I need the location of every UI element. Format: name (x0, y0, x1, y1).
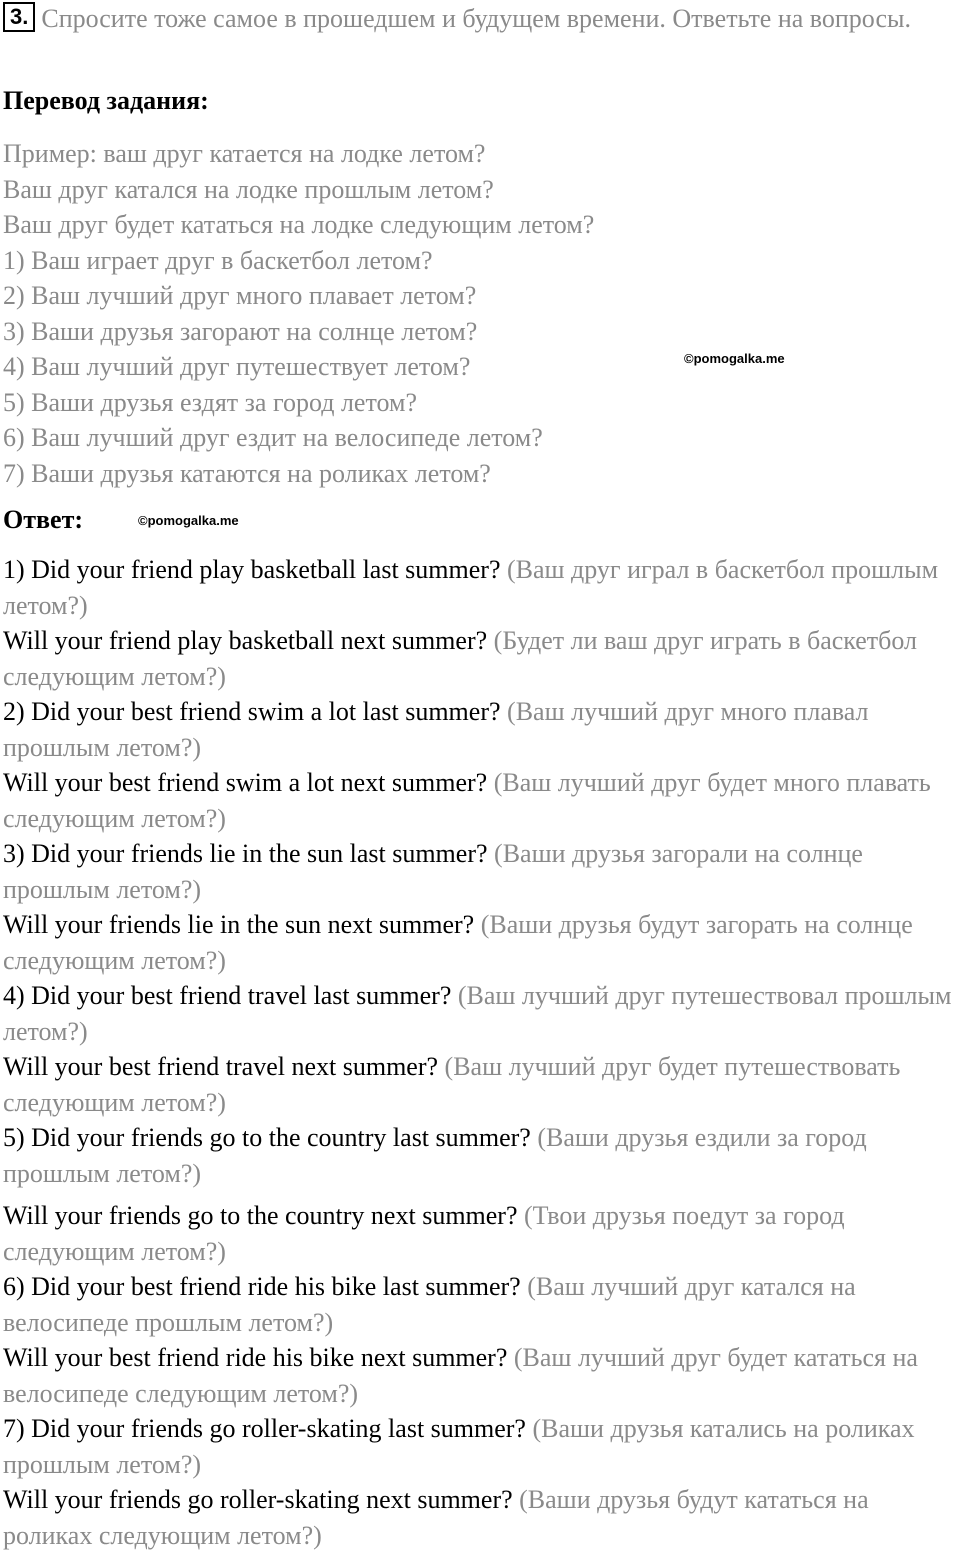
answer-en: Will your best friend swim a lot next summer? (3, 768, 488, 797)
answer-item (3, 552, 958, 623)
answer-ru: (Ваш друг играл в баскетбол прошлым летом?) (3, 555, 939, 620)
answer-item (3, 623, 958, 694)
task-instruction (3, 1, 956, 37)
answer-en: Will your friend play basketball next summer? (3, 626, 488, 655)
translation-line: 6) Ваш лучший друг ездит на велосипеде летом? (3, 423, 543, 452)
answer-ru: (Ваши друзья ездили за город прошлым летом?) (3, 1123, 867, 1188)
answer-item (3, 1198, 958, 1269)
answer-en: Will your friends go roller-skating next summer? (3, 1485, 513, 1514)
answer-item (3, 1049, 958, 1120)
answer-item (3, 694, 958, 765)
translation-line: 5) Ваши друзья ездят за город летом? (3, 387, 417, 417)
answer-item (3, 1120, 958, 1191)
translation-line: Ваш друг будет кататься на лодке следующим летом? (3, 210, 595, 239)
task-number: 3. (3, 2, 35, 32)
watermark: ©pomogalka.me (138, 513, 239, 528)
answer-ru: (Ваш лучший друг будет путешествовать следующим летом?) (3, 1052, 901, 1117)
translation-line: 4) Ваш лучший друг путешествует летом? (3, 352, 471, 381)
answer-item (3, 978, 958, 1049)
answer-ru: (Ваши друзья катались на роликах прошлым летом?) (3, 1414, 915, 1479)
answer-ru: (Ваш лучший друг будет много плавать следующим летом?) (3, 768, 931, 833)
answer-en: 3) Did your friends lie in the sun last summer? (3, 839, 488, 868)
answer-ru: (Твои друзья поедут за город следующим летом?) (3, 1201, 845, 1266)
answer-en: 1) Did your friend play basketball last summer? (3, 555, 501, 584)
answer-item (3, 1340, 958, 1411)
translation-line: Пример: ваш друг катается на лодке летом? (3, 139, 486, 168)
answer-item (3, 1482, 958, 1553)
translation-list (3, 136, 958, 491)
answer-list (3, 552, 958, 1553)
answer-en: Will your friends go to the country next summer? (3, 1201, 518, 1230)
answer-en: 4) Did your best friend travel last summer? (3, 981, 452, 1010)
answer-ru: (Ваш лучший друг путешествовал прошлым летом?) (3, 981, 952, 1046)
translation-line: 7) Ваши друзья катаются на роликах летом? (3, 458, 491, 488)
answer-ru: (Ваш лучший друг будет кататься на велосипеде следующим летом?) (3, 1343, 918, 1408)
translation-line: 1) Ваш играет друг в баскетбол летом? (3, 245, 433, 275)
answer-en: 2) Did your best friend swim a lot last summer? (3, 697, 501, 726)
answer-en: 6) Did your best friend ride his bike last summer? (3, 1272, 521, 1301)
answer-en: 7) Did your friends go roller-skating last summer? (3, 1414, 526, 1443)
answer-item (3, 836, 958, 907)
answer-en: Will your best friend ride his bike next summer? (3, 1343, 508, 1372)
translation-line: 2) Ваш лучший друг много плавает летом? (3, 281, 477, 310)
answer-ru: (Ваш лучший друг много плавал прошлым летом?) (3, 697, 869, 762)
answer-item (3, 765, 958, 836)
answer-heading: Ответ: (3, 505, 84, 534)
answer-ru: (Ваш лучший друг катался на велосипеде прошлым летом?) (3, 1272, 856, 1337)
answer-item (3, 1411, 958, 1482)
answer-item (3, 1269, 958, 1340)
watermark: ©pomogalka.me (684, 351, 785, 366)
answer-ru: (Будет ли ваш друг играть в баскетбол следующим летом?) (3, 626, 918, 691)
instruction-text: Спросите тоже самое в прошедшем и будущем времени. Ответьте на вопросы. (41, 4, 911, 33)
translation-line: Ваш друг катался на лодке прошлым летом? (3, 174, 494, 204)
answer-ru: (Ваши друзья загорали на солнце прошлым летом?) (3, 839, 863, 904)
answer-en: 5) Did your friends go to the country last summer? (3, 1123, 531, 1152)
answer-en: Will your best friend travel next summer? (3, 1052, 439, 1081)
answer-item (3, 907, 958, 978)
translation-heading: Перевод задания: (3, 86, 209, 115)
translation-line: 3) Ваши друзья загорают на солнце летом? (3, 316, 478, 346)
answer-ru: (Ваши друзья будут кататься на роликах следующим летом?) (3, 1485, 869, 1550)
answer-ru: (Ваши друзья будут загорать на солнце следующим летом?) (3, 910, 913, 975)
answer-en: Will your friends lie in the sun next summer? (3, 910, 475, 939)
